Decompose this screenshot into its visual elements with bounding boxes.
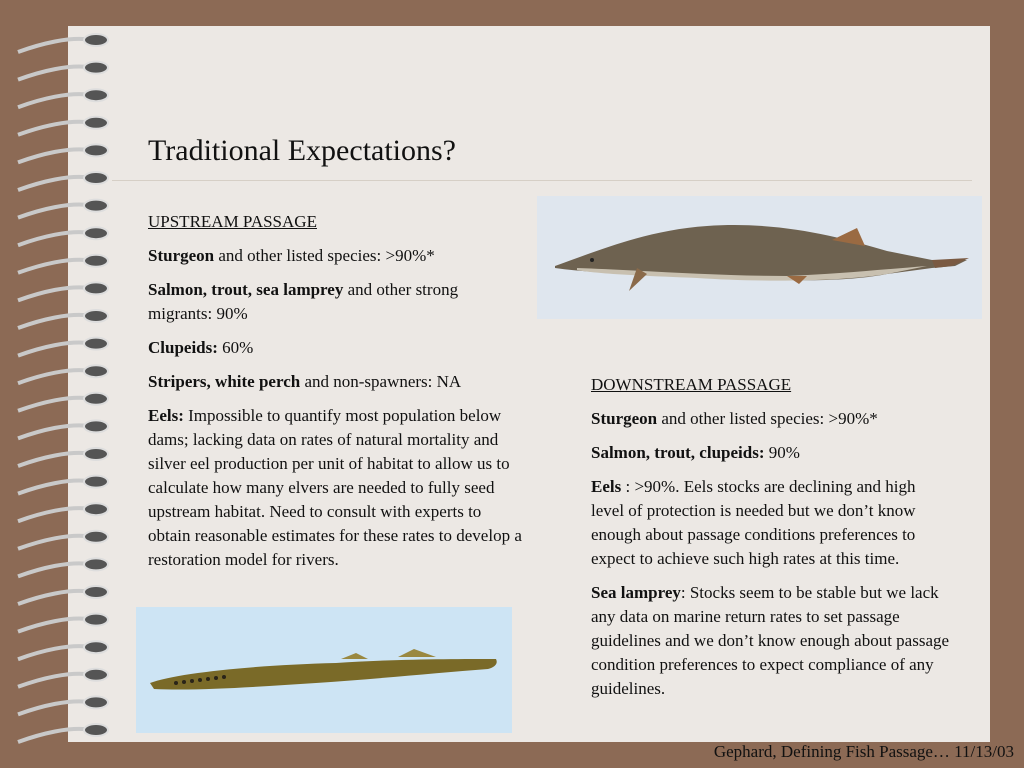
downstream-item — [591, 475, 951, 571]
upstream-item — [148, 336, 523, 360]
binding-hole — [84, 696, 108, 708]
upstream-heading: UPSTREAM PASSAGE — [148, 212, 317, 231]
binding-hole — [84, 476, 108, 488]
binding-hole — [84, 310, 108, 322]
downstream-section — [591, 373, 951, 711]
upstream-item — [148, 370, 523, 394]
binding-ring — [18, 591, 92, 604]
item-label: Sturgeon — [148, 246, 215, 265]
downstream-item — [591, 407, 951, 431]
item-label: Sea lamprey — [591, 583, 681, 602]
binding-hole — [84, 531, 108, 543]
binding-hole — [84, 614, 108, 626]
binding-ring — [18, 674, 92, 687]
binding-hole — [84, 586, 108, 598]
item-text: : Stocks seem to be stable but we lack any data on marine return rates to set passage guidelines and we don’t know enough about passage condition preferences to expect compliance of any guidelines. — [591, 583, 950, 698]
item-text: and other listed species: >90%* — [214, 246, 435, 265]
binding-ring — [18, 508, 92, 521]
binding-ring — [18, 343, 92, 356]
binding-hole — [84, 255, 108, 267]
binding-ring — [18, 481, 92, 494]
binding-ring — [18, 315, 92, 328]
binding-hole — [84, 448, 108, 460]
binding-ring — [18, 177, 92, 190]
binding-ring — [18, 67, 92, 80]
title-divider — [112, 180, 972, 181]
upstream-item — [148, 278, 523, 326]
binding-hole — [84, 34, 108, 46]
item-text: Impossible to quantify most population below dams; lacking data on rates of natural mortality and silver eel production per unit of habitat to allow us to calculate how many elvers are needed to fully seed upstream habitat. Need to consult with experts to obtain reasonable estimates for these rates to develop a restoration model for rivers. — [148, 406, 522, 569]
item-label: Eels: — [148, 406, 184, 425]
binding-hole — [84, 200, 108, 212]
item-text: and other listed species: >90%* — [657, 409, 878, 428]
binding-ring — [18, 425, 92, 438]
binding-ring — [18, 122, 92, 135]
item-text: : >90%. Eels stocks are declining and high level of protection is needed but we don’t know enough about passage conditions preferences to expect to achieve such high rates at this time. — [591, 477, 916, 568]
binding-ring — [18, 453, 92, 466]
item-label: Salmon, trout, clupeids: — [591, 443, 765, 462]
binding-hole — [84, 117, 108, 129]
item-label: Salmon, trout, sea lamprey — [148, 280, 344, 299]
binding-ring — [18, 619, 92, 632]
binding-ring — [18, 94, 92, 107]
binding-ring — [18, 536, 92, 549]
spiral-binding-icon — [0, 0, 130, 768]
binding-hole — [84, 338, 108, 350]
upstream-section — [148, 210, 523, 582]
binding-hole — [84, 62, 108, 74]
binding-hole — [84, 227, 108, 239]
binding-hole — [84, 420, 108, 432]
item-label: Clupeids: — [148, 338, 218, 357]
binding-ring — [18, 205, 92, 218]
binding-hole — [84, 558, 108, 570]
binding-hole — [84, 282, 108, 294]
binding-ring — [18, 646, 92, 659]
binding-ring — [18, 260, 92, 273]
binding-hole — [84, 669, 108, 681]
binding-ring — [18, 39, 92, 52]
upstream-item — [148, 244, 523, 268]
item-label: Sturgeon — [591, 409, 658, 428]
binding-hole — [84, 641, 108, 653]
binding-ring — [18, 729, 92, 742]
downstream-item — [591, 581, 951, 701]
downstream-heading: DOWNSTREAM PASSAGE — [591, 375, 792, 394]
slide-footer: Gephard, Defining Fish Passage… 11/13/03 — [713, 742, 1014, 761]
binding-hole — [84, 503, 108, 515]
item-text: and non-spawners: NA — [300, 372, 462, 391]
binding-hole — [84, 172, 108, 184]
item-text: and other strong migrants: 90% — [148, 280, 459, 323]
item-label: Eels — [591, 477, 622, 496]
item-text: 60% — [217, 338, 254, 357]
binding-hole — [84, 365, 108, 377]
item-text: 90% — [764, 443, 800, 462]
binding-ring — [18, 149, 92, 162]
binding-ring — [18, 701, 92, 714]
binding-hole — [84, 89, 108, 101]
binding-hole — [84, 144, 108, 156]
binding-ring — [18, 563, 92, 576]
binding-hole — [84, 724, 108, 736]
item-label: Stripers, white perch — [148, 372, 301, 391]
downstream-item — [591, 441, 951, 465]
binding-ring — [18, 232, 92, 245]
slide-title: Traditional Expectations? — [148, 134, 456, 167]
binding-ring — [18, 398, 92, 411]
binding-ring — [18, 287, 92, 300]
upstream-item — [148, 404, 523, 572]
sturgeon-photo — [537, 196, 982, 319]
binding-ring — [18, 370, 92, 383]
lamprey-photo — [136, 607, 512, 733]
binding-hole — [84, 393, 108, 405]
